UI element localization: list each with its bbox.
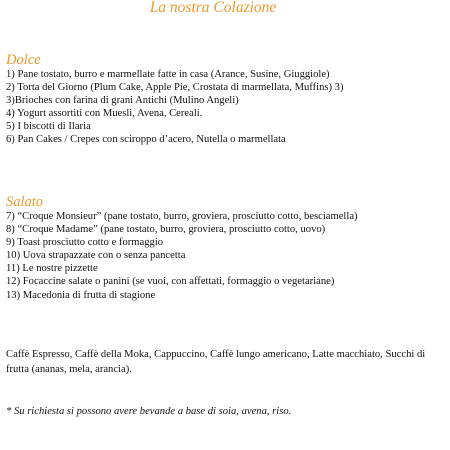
- list-item: 10) Uova strapazzate con o senza pancetta: [6, 250, 186, 262]
- list-item: 1) Pane tostato, burro e marmellate fatte in casa (Arance, Susine, Giuggiole): [6, 69, 330, 80]
- drinks-paragraph: Caffè Espresso, Caffè della Moka, Cappuccino, Caffè lungo americano, Latte macchiato, Succhi di frutta (ananas, mela, arancia).: [6, 349, 426, 375]
- salato-list: [6, 210, 446, 302]
- page-title: La nostra Colazione: [149, 0, 277, 16]
- list-item: 3)Brioches con farina di grani Antichi (Mulino Angeli): [6, 95, 239, 107]
- list-item: 11) Le nostre pizzette: [6, 263, 98, 275]
- list-item: 7) “Croque Monsieur” (pane tostato, burro, groviera, prosciutto cotto, besciamella): [6, 211, 358, 222]
- list-item: 13) Macedonia di frutta di stagione: [6, 289, 156, 301]
- list-item: 5) I biscotti di Ilaria: [6, 121, 91, 133]
- section-heading-dolce: Dolce: [6, 52, 41, 68]
- section-heading-salato: Salato: [6, 194, 44, 210]
- list-item: 4) Yogurt assortiti con Muesli, Avena, Cereali.: [6, 108, 203, 120]
- dolce-list: [6, 68, 446, 147]
- list-item: 9) Toast prosciutto cotto e formaggio: [6, 237, 164, 249]
- list-item: 8) “Croque Madame” (pane tostato, burro, groviera, prosciutto cotto, uovo): [6, 224, 326, 236]
- list-item: 6) Pan Cakes / Crepes con sciroppo d’acero, Nutella o marmellata: [6, 134, 286, 146]
- footnote: * Su richiesta si possono avere bevande a base di soia, avena, riso.: [6, 406, 292, 417]
- list-item: 2) Torta del Giorno (Plum Cake, Apple Pie, Crostata di marmellata, Muffins) 3): [6, 82, 344, 94]
- list-item: 12) Focaccine salate o panini (se vuoi, con affettati, formaggio o vegetariane): [6, 276, 335, 288]
